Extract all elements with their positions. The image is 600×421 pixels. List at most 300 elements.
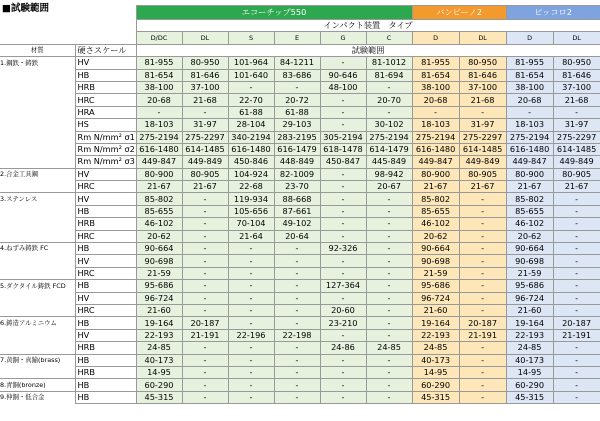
range-value: 614-1485 [459, 143, 506, 155]
range-value: 96-724 [136, 292, 182, 304]
range-value: - [320, 57, 366, 69]
range-value: 31-97 [553, 119, 600, 131]
range-value: 449-849 [553, 156, 600, 168]
range-value: - [182, 366, 228, 378]
table-row [0, 106, 600, 118]
range-value: 24-86 [320, 342, 366, 354]
range-value: 21-191 [182, 329, 228, 341]
range-value: - [320, 354, 366, 366]
table-row [0, 292, 600, 304]
range-value: - [228, 280, 274, 292]
range-value: - [366, 391, 412, 403]
material-name: 5.ダクタイル鋳鉄 FCD [0, 280, 75, 292]
table-row [0, 230, 600, 242]
range-value: 616-1479 [274, 143, 320, 155]
range-value: 85-655 [412, 205, 459, 217]
range-value: 90-664 [136, 243, 182, 255]
range-value: 21-60 [506, 304, 553, 316]
material-name: 7.黄銅・真鍮(brass) [0, 354, 75, 366]
range-value: 104-924 [228, 168, 274, 180]
range-value: - [553, 391, 600, 403]
material-name: 3.ステンレス [0, 193, 75, 205]
range-value: 81-694 [366, 69, 412, 81]
range-value: 275-2297 [553, 131, 600, 143]
range-value: - [274, 267, 320, 279]
range-value: - [182, 267, 228, 279]
range-value: - [553, 366, 600, 378]
hardness-scale: Rm N/mm² σ2 [75, 143, 136, 155]
range-value: - [506, 106, 553, 118]
range-value: - [136, 106, 182, 118]
device-type-cell: C [366, 32, 412, 44]
hardness-scale: HRB [75, 218, 136, 230]
range-value: - [366, 280, 412, 292]
range-value: - [459, 379, 506, 391]
range-value: 20-187 [459, 317, 506, 329]
range-value: 21-59 [506, 267, 553, 279]
table-row [0, 280, 600, 292]
range-value: 22-198 [274, 329, 320, 341]
range-value: 127-364 [320, 280, 366, 292]
range-value: - [366, 243, 412, 255]
range-value: - [320, 292, 366, 304]
table-row [0, 366, 600, 378]
range-value: 616-1480 [506, 143, 553, 155]
material-cell-empty [0, 81, 75, 93]
range-value: 85-655 [506, 205, 553, 217]
material-cell-empty [0, 255, 75, 267]
range-value: - [274, 317, 320, 329]
range-value: 19-164 [506, 317, 553, 329]
range-value: - [228, 391, 274, 403]
range-value: 101-640 [228, 69, 274, 81]
range-value: 614-1485 [182, 143, 228, 155]
range-value: 21-60 [136, 304, 182, 316]
range-value: - [320, 329, 366, 341]
range-value: 81-1012 [366, 57, 412, 69]
range-value: - [320, 181, 366, 193]
range-value: - [274, 391, 320, 403]
hardness-scale: HV [75, 255, 136, 267]
range-value: - [553, 342, 600, 354]
hardness-scale: HRB [75, 342, 136, 354]
range-value: 21-60 [412, 304, 459, 316]
range-value: 20-62 [506, 230, 553, 242]
range-value: 80-905 [553, 168, 600, 180]
table-row [0, 218, 600, 230]
material-cell-empty [0, 143, 75, 155]
range-value: 46-102 [136, 218, 182, 230]
range-value: 37-100 [553, 81, 600, 93]
range-value: 46-102 [412, 218, 459, 230]
table-row [0, 119, 600, 131]
range-value: - [274, 255, 320, 267]
range-value: - [274, 366, 320, 378]
range-value: 24-85 [136, 342, 182, 354]
range-value: 18-103 [136, 119, 182, 131]
table-row [0, 131, 600, 143]
range-value: 275-2194 [412, 131, 459, 143]
range-value: 38-100 [136, 81, 182, 93]
table-row [0, 81, 600, 93]
range-value: - [320, 168, 366, 180]
range-value: - [320, 267, 366, 279]
range-value: - [228, 243, 274, 255]
impact-device-label: インパクト装置 タイプ [136, 20, 600, 32]
range-value: - [182, 106, 228, 118]
range-value: - [228, 304, 274, 316]
range-value: 20-67 [366, 181, 412, 193]
range-value: - [274, 292, 320, 304]
range-value: - [553, 280, 600, 292]
range-value: 105-656 [228, 205, 274, 217]
range-value: - [228, 267, 274, 279]
range-value: 61-88 [274, 106, 320, 118]
table-row [0, 193, 600, 205]
range-value: 275-2297 [459, 131, 506, 143]
hardness-scale: HB [75, 317, 136, 329]
range-value: 80-950 [553, 57, 600, 69]
range-value: - [366, 304, 412, 316]
hardness-scale: HB [75, 243, 136, 255]
hardness-scale: HB [75, 391, 136, 403]
range-value: 450-847 [320, 156, 366, 168]
range-value: 85-802 [136, 193, 182, 205]
material-name: 1.鋼鉄・鋳鉄 [0, 57, 75, 69]
test-range-table [0, 5, 600, 404]
range-value: - [459, 267, 506, 279]
range-value: - [182, 354, 228, 366]
range-value: 90-698 [506, 255, 553, 267]
range-value: - [182, 230, 228, 242]
range-value: - [182, 342, 228, 354]
range-value: 21-68 [459, 94, 506, 106]
range-value: - [320, 391, 366, 403]
range-value: - [274, 280, 320, 292]
range-value: 450-846 [228, 156, 274, 168]
range-value: - [459, 391, 506, 403]
range-value: 80-905 [459, 168, 506, 180]
range-value: - [553, 243, 600, 255]
range-value: - [366, 106, 412, 118]
range-value: 18-103 [506, 119, 553, 131]
table-row [0, 69, 600, 81]
hardness-scale: HV [75, 57, 136, 69]
hardness-scale: HRA [75, 106, 136, 118]
range-value: - [228, 342, 274, 354]
range-value: 449-849 [459, 156, 506, 168]
hardness-scale: HV [75, 168, 136, 180]
table-row [0, 181, 600, 193]
material-cell-empty [0, 342, 75, 354]
range-value: 21-67 [412, 181, 459, 193]
device-type-cell: D/DC [136, 32, 182, 44]
range-value: - [366, 218, 412, 230]
range-value: 616-1480 [136, 143, 182, 155]
range-value: 81-646 [182, 69, 228, 81]
hardness-scale: HRC [75, 181, 136, 193]
range-value: - [459, 230, 506, 242]
range-value: 45-315 [412, 391, 459, 403]
range-value: 38-100 [412, 81, 459, 93]
hardness-scale: HRC [75, 94, 136, 106]
range-value: 95-686 [412, 280, 459, 292]
range-value: 49-102 [274, 218, 320, 230]
range-value: 20-60 [320, 304, 366, 316]
range-value: 85-802 [506, 193, 553, 205]
material-name: 8.青銅(bronze) [0, 379, 75, 391]
range-value: 22-193 [412, 329, 459, 341]
range-value: - [228, 81, 274, 93]
range-value: 85-655 [136, 205, 182, 217]
range-value: - [553, 292, 600, 304]
material-cell-empty [0, 131, 75, 143]
range-value: 48-100 [320, 81, 366, 93]
hardness-scale: HB [75, 379, 136, 391]
table-row [0, 57, 600, 69]
range-value: 80-900 [506, 168, 553, 180]
range-value: - [553, 267, 600, 279]
material-cell-empty [0, 119, 75, 131]
range-value: 20-64 [274, 230, 320, 242]
material-cell-empty [0, 106, 75, 118]
device-type-cell: G [320, 32, 366, 44]
range-value: 275-2297 [182, 131, 228, 143]
range-value: - [459, 292, 506, 304]
range-value: - [459, 218, 506, 230]
range-value: 614-1485 [553, 143, 600, 155]
range-value: - [274, 243, 320, 255]
range-value: - [182, 255, 228, 267]
range-value: 21-191 [459, 329, 506, 341]
range-value: - [366, 366, 412, 378]
range-value: 28-104 [228, 119, 274, 131]
range-value: - [553, 193, 600, 205]
range-value: 20-62 [136, 230, 182, 242]
range-value: 60-290 [136, 379, 182, 391]
range-value: - [228, 366, 274, 378]
range-value: - [459, 106, 506, 118]
material-name: 6.鋳造アルミニウム [0, 317, 75, 329]
range-value: 22-196 [228, 329, 274, 341]
range-value: 20-72 [274, 94, 320, 106]
range-value: 87-661 [274, 205, 320, 217]
range-value: - [320, 94, 366, 106]
range-value: 14-95 [506, 366, 553, 378]
device-type-row [0, 32, 600, 44]
table-row [0, 379, 600, 391]
range-value: 24-85 [506, 342, 553, 354]
range-value: 21-67 [553, 181, 600, 193]
range-value: - [366, 81, 412, 93]
range-value: - [320, 119, 366, 131]
range-value: 80-900 [412, 168, 459, 180]
material-cell-empty [0, 218, 75, 230]
range-value: 21-59 [412, 267, 459, 279]
device-type-cell: S [228, 32, 274, 44]
table-row [0, 255, 600, 267]
range-value: 81-646 [459, 69, 506, 81]
table-row [0, 168, 600, 180]
range-value: - [228, 354, 274, 366]
table-row [0, 143, 600, 155]
range-value: 119-934 [228, 193, 274, 205]
range-value: 45-315 [136, 391, 182, 403]
range-value: 80-950 [182, 57, 228, 69]
table-row [0, 243, 600, 255]
range-value: - [182, 379, 228, 391]
range-value: - [553, 106, 600, 118]
range-value: 20-187 [553, 317, 600, 329]
range-value: - [412, 106, 459, 118]
test-range-label: 試験範囲 [136, 44, 600, 56]
range-value: 95-686 [506, 280, 553, 292]
range-value: 19-164 [412, 317, 459, 329]
range-value: - [320, 230, 366, 242]
range-value: 23-70 [274, 181, 320, 193]
range-value: 275-2194 [136, 131, 182, 143]
range-value: - [459, 304, 506, 316]
range-value: 61-88 [228, 106, 274, 118]
range-value: 616-1480 [412, 143, 459, 155]
table-row [0, 329, 600, 341]
range-value: 90-646 [320, 69, 366, 81]
material-cell-empty [0, 267, 75, 279]
range-value: 449-847 [412, 156, 459, 168]
range-value: - [320, 218, 366, 230]
product-bambino-2: バンビーノ2 [412, 6, 506, 20]
material-cell-empty [0, 292, 75, 304]
range-value: - [553, 255, 600, 267]
device-type-cell: DL [459, 32, 506, 44]
range-value: - [366, 230, 412, 242]
table-row [0, 391, 600, 403]
page-title: ■試験範囲 [2, 3, 49, 14]
material-cell-empty [0, 366, 75, 378]
material-cell-empty [0, 329, 75, 341]
range-value: 20-68 [136, 94, 182, 106]
hardness-scale: HV [75, 329, 136, 341]
range-value: 14-95 [136, 366, 182, 378]
range-value: 20-70 [366, 94, 412, 106]
range-value: - [366, 379, 412, 391]
range-value: 90-664 [412, 243, 459, 255]
range-value: 80-900 [136, 168, 182, 180]
product-echotip-550: エコーチップ550 [136, 6, 412, 20]
range-value: 448-849 [274, 156, 320, 168]
range-value: 46-102 [506, 218, 553, 230]
range-value: 84-1211 [274, 57, 320, 69]
range-value: 40-173 [412, 354, 459, 366]
range-value: 81-654 [412, 69, 459, 81]
range-value: - [553, 205, 600, 217]
hardness-scale: Rm N/mm² σ1 [75, 131, 136, 143]
range-value: - [182, 193, 228, 205]
range-value: 22-193 [506, 329, 553, 341]
range-value: 40-173 [136, 354, 182, 366]
range-value: 305-2194 [320, 131, 366, 143]
range-value: - [320, 193, 366, 205]
range-value: - [182, 280, 228, 292]
range-value: - [366, 255, 412, 267]
range-value: 92-326 [320, 243, 366, 255]
range-value: 95-686 [136, 280, 182, 292]
range-value: 101-964 [228, 57, 274, 69]
range-value: 81-955 [506, 57, 553, 69]
device-type-cell: D [412, 32, 459, 44]
range-value: 60-290 [412, 379, 459, 391]
product-piccolo-2: ピッコロ2 [506, 6, 600, 20]
range-value: - [320, 205, 366, 217]
range-value: - [274, 304, 320, 316]
device-type-cell: D [506, 32, 553, 44]
range-value: 85-802 [412, 193, 459, 205]
scale-column-label: 硬さスケール [75, 44, 136, 56]
range-value: 14-95 [412, 366, 459, 378]
range-value: 21-59 [136, 267, 182, 279]
range-value: - [366, 317, 412, 329]
range-value: - [366, 329, 412, 341]
range-value: 614-1479 [366, 143, 412, 155]
range-value: - [274, 342, 320, 354]
range-value: 21-68 [553, 94, 600, 106]
material-cell-empty [0, 230, 75, 242]
range-value: - [320, 106, 366, 118]
range-value: 340-2194 [228, 131, 274, 143]
range-value: 38-100 [506, 81, 553, 93]
hardness-scale: Rm N/mm² σ3 [75, 156, 136, 168]
range-value: 31-97 [459, 119, 506, 131]
range-value: 21-191 [553, 329, 600, 341]
range-value: 21-68 [182, 94, 228, 106]
hardness-scale: HS [75, 119, 136, 131]
range-value: 275-2194 [506, 131, 553, 143]
range-value: - [459, 205, 506, 217]
range-value: - [228, 317, 274, 329]
range-value: - [459, 193, 506, 205]
range-value: - [366, 193, 412, 205]
range-value: 70-104 [228, 218, 274, 230]
range-value: 21-67 [459, 181, 506, 193]
column-label-row [0, 44, 600, 56]
hardness-scale: HB [75, 354, 136, 366]
range-value: - [228, 255, 274, 267]
material-name: 9.伸銅・低合金 [0, 391, 75, 403]
range-value: 18-103 [412, 119, 459, 131]
table-row [0, 354, 600, 366]
range-value: - [553, 304, 600, 316]
hardness-scale: HB [75, 205, 136, 217]
range-value: 37-100 [459, 81, 506, 93]
hardness-scale: HRC [75, 304, 136, 316]
range-value: - [553, 230, 600, 242]
range-value: 23-210 [320, 317, 366, 329]
range-value: - [274, 354, 320, 366]
range-value: 96-724 [412, 292, 459, 304]
range-value: 283-2195 [274, 131, 320, 143]
range-value: - [228, 292, 274, 304]
range-value: 449-849 [182, 156, 228, 168]
table-row [0, 304, 600, 316]
range-value: - [228, 379, 274, 391]
range-value: - [366, 354, 412, 366]
range-value: - [366, 267, 412, 279]
table-row [0, 317, 600, 329]
range-value: - [182, 205, 228, 217]
range-value: - [366, 205, 412, 217]
range-value: 20-62 [412, 230, 459, 242]
range-value: 22-193 [136, 329, 182, 341]
